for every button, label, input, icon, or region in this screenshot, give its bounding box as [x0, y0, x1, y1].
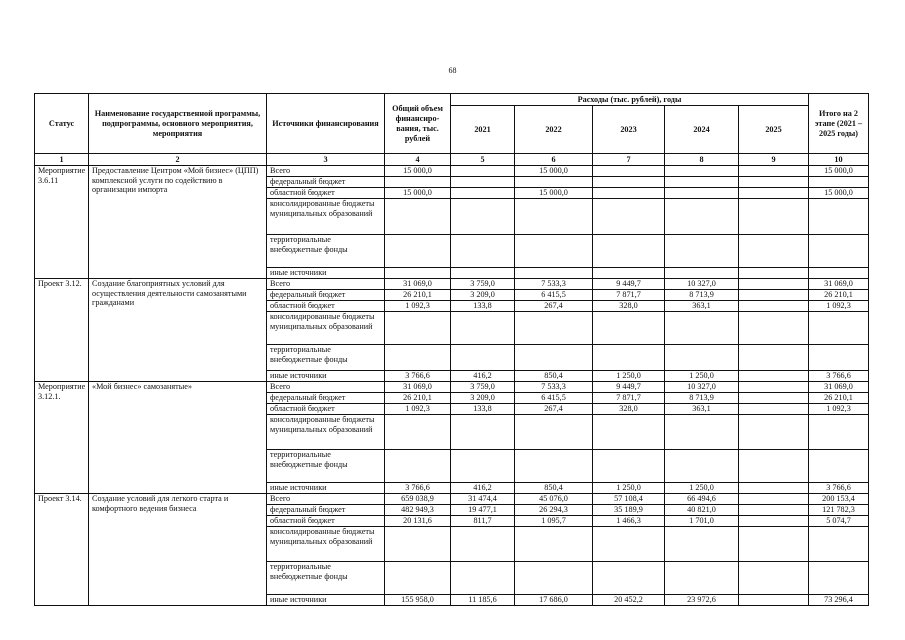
column-number: 5 — [451, 154, 515, 166]
value-cell: 15 000,0 — [515, 188, 593, 199]
row-name: «Мой бизнес» самозанятые» — [89, 382, 267, 494]
value-cell — [809, 527, 869, 562]
value-cell — [593, 415, 665, 450]
value-cell: 133,8 — [451, 301, 515, 312]
value-cell: 31 069,0 — [385, 382, 451, 393]
row-status: Мероприятие 3.12.1. — [35, 382, 89, 494]
value-cell — [451, 312, 515, 345]
value-cell — [665, 450, 739, 483]
row-status: Проект 3.14. — [35, 494, 89, 606]
source-label: территориальные внебюджетные фонды — [267, 235, 385, 268]
value-cell: 6 415,5 — [515, 290, 593, 301]
value-cell — [593, 527, 665, 562]
value-cell — [665, 235, 739, 268]
value-cell — [665, 345, 739, 371]
row-status: Мероприятие 3.6.11 — [35, 166, 89, 279]
value-cell — [593, 562, 665, 595]
value-cell: 31 069,0 — [385, 279, 451, 290]
value-cell: 73 296,4 — [809, 595, 869, 606]
header-year: 2024 — [665, 106, 739, 154]
value-cell: 1 250,0 — [665, 371, 739, 382]
value-cell — [515, 312, 593, 345]
source-label: областной бюджет — [267, 404, 385, 415]
value-cell — [515, 235, 593, 268]
value-cell: 3 766,6 — [385, 483, 451, 494]
value-cell — [739, 494, 809, 505]
value-cell — [593, 268, 665, 279]
column-number: 7 — [593, 154, 665, 166]
value-cell — [593, 450, 665, 483]
value-cell: 66 494,6 — [665, 494, 739, 505]
header-name: Наименование государственной программы, подпрограммы, основного мероприятия, мероприятия — [89, 94, 267, 154]
value-cell: 9 449,7 — [593, 382, 665, 393]
value-cell: 3 766,6 — [809, 483, 869, 494]
value-cell: 850,4 — [515, 371, 593, 382]
source-label: федеральный бюджет — [267, 505, 385, 516]
value-cell — [739, 516, 809, 527]
value-cell: 850,4 — [515, 483, 593, 494]
value-cell — [451, 166, 515, 177]
column-number: 1 — [35, 154, 89, 166]
value-cell — [665, 268, 739, 279]
value-cell: 1 092,3 — [385, 301, 451, 312]
value-cell — [515, 177, 593, 188]
value-cell — [385, 177, 451, 188]
source-label: территориальные внебюджетные фонды — [267, 450, 385, 483]
value-cell — [451, 177, 515, 188]
source-label: консолидированные бюджеты муниципальных образований — [267, 415, 385, 450]
value-cell: 6 415,5 — [515, 393, 593, 404]
value-cell — [451, 345, 515, 371]
header-year: 2023 — [593, 106, 665, 154]
value-cell: 10 327,0 — [665, 279, 739, 290]
value-cell — [809, 345, 869, 371]
value-cell: 8 713,9 — [665, 393, 739, 404]
value-cell: 3 766,6 — [385, 371, 451, 382]
value-cell — [385, 415, 451, 450]
value-cell — [739, 235, 809, 268]
source-label: областной бюджет — [267, 516, 385, 527]
table-row — [35, 279, 869, 290]
value-cell — [385, 527, 451, 562]
header-year: 2022 — [515, 106, 593, 154]
column-number: 9 — [739, 154, 809, 166]
value-cell: 26 210,1 — [809, 290, 869, 301]
value-cell: 11 185,6 — [451, 595, 515, 606]
value-cell — [451, 188, 515, 199]
value-cell: 1 092,3 — [809, 404, 869, 415]
column-number: 4 — [385, 154, 451, 166]
value-cell: 20 131,6 — [385, 516, 451, 527]
value-cell: 133,8 — [451, 404, 515, 415]
value-cell: 659 038,9 — [385, 494, 451, 505]
value-cell — [665, 177, 739, 188]
value-cell: 267,4 — [515, 301, 593, 312]
value-cell — [385, 268, 451, 279]
value-cell — [385, 199, 451, 235]
value-cell — [739, 527, 809, 562]
value-cell: 3 209,0 — [451, 393, 515, 404]
value-cell — [809, 199, 869, 235]
value-cell — [665, 312, 739, 345]
header-status: Статус — [35, 94, 89, 154]
column-number: 8 — [665, 154, 739, 166]
value-cell: 7 871,7 — [593, 290, 665, 301]
value-cell — [515, 415, 593, 450]
value-cell: 363,1 — [665, 301, 739, 312]
value-cell: 26 210,1 — [809, 393, 869, 404]
value-cell — [809, 177, 869, 188]
value-cell — [739, 595, 809, 606]
column-number-row — [35, 154, 869, 166]
header-stage-total: Итого на 2 этапе (2021 – 2025 годы) — [809, 94, 869, 154]
value-cell — [739, 188, 809, 199]
value-cell: 328,0 — [593, 404, 665, 415]
value-cell: 1 095,7 — [515, 516, 593, 527]
value-cell — [665, 527, 739, 562]
value-cell: 1 092,3 — [809, 301, 869, 312]
value-cell — [385, 450, 451, 483]
value-cell — [515, 527, 593, 562]
value-cell — [593, 312, 665, 345]
value-cell — [739, 415, 809, 450]
value-cell: 15 000,0 — [385, 166, 451, 177]
value-cell: 155 958,0 — [385, 595, 451, 606]
value-cell — [451, 268, 515, 279]
value-cell: 35 189,9 — [593, 505, 665, 516]
value-cell: 57 108,4 — [593, 494, 665, 505]
value-cell — [665, 562, 739, 595]
header-year: 2021 — [451, 106, 515, 154]
value-cell — [451, 527, 515, 562]
column-number: 6 — [515, 154, 593, 166]
value-cell — [739, 382, 809, 393]
source-label: Всего — [267, 382, 385, 393]
value-cell: 3 766,6 — [809, 371, 869, 382]
value-cell — [739, 301, 809, 312]
source-label: территориальные внебюджетные фонды — [267, 562, 385, 595]
value-cell — [451, 235, 515, 268]
value-cell — [809, 562, 869, 595]
value-cell: 1 250,0 — [593, 371, 665, 382]
table-row — [35, 382, 869, 393]
value-cell: 3 759,0 — [451, 279, 515, 290]
value-cell — [739, 177, 809, 188]
value-cell — [451, 562, 515, 595]
source-label: Всего — [267, 166, 385, 177]
value-cell: 10 327,0 — [665, 382, 739, 393]
value-cell — [665, 199, 739, 235]
value-cell — [809, 235, 869, 268]
value-cell: 7 533,3 — [515, 382, 593, 393]
source-label: федеральный бюджет — [267, 393, 385, 404]
value-cell — [739, 404, 809, 415]
value-cell: 1 250,0 — [665, 483, 739, 494]
value-cell: 328,0 — [593, 301, 665, 312]
value-cell: 1 092,3 — [385, 404, 451, 415]
value-cell — [739, 450, 809, 483]
table-header — [35, 94, 869, 166]
value-cell: 26 210,1 — [385, 393, 451, 404]
value-cell: 31 069,0 — [809, 382, 869, 393]
value-cell: 363,1 — [665, 404, 739, 415]
value-cell: 416,2 — [451, 483, 515, 494]
value-cell — [451, 199, 515, 235]
value-cell: 17 686,0 — [515, 595, 593, 606]
value-cell: 20 452,2 — [593, 595, 665, 606]
value-cell — [809, 415, 869, 450]
value-cell: 416,2 — [451, 371, 515, 382]
value-cell: 26 294,3 — [515, 505, 593, 516]
row-name: Создание благоприятных условий для осуществления деятельности самозанятыми гражданами — [89, 279, 267, 382]
value-cell: 7 533,3 — [515, 279, 593, 290]
value-cell: 23 972,6 — [665, 595, 739, 606]
value-cell — [515, 199, 593, 235]
source-label: областной бюджет — [267, 188, 385, 199]
header-year: 2025 — [739, 106, 809, 154]
value-cell — [739, 505, 809, 516]
value-cell: 5 074,7 — [809, 516, 869, 527]
source-label: областной бюджет — [267, 301, 385, 312]
value-cell: 121 782,3 — [809, 505, 869, 516]
value-cell — [593, 177, 665, 188]
value-cell — [739, 279, 809, 290]
source-label: иные источники — [267, 483, 385, 494]
value-cell — [515, 345, 593, 371]
value-cell — [739, 166, 809, 177]
row-name: Создание условий для легкого старта и комфортного ведения бизнеса — [89, 494, 267, 606]
column-number: 10 — [809, 154, 869, 166]
value-cell — [665, 188, 739, 199]
column-number: 3 — [267, 154, 385, 166]
value-cell — [385, 345, 451, 371]
value-cell: 1 701,0 — [665, 516, 739, 527]
source-label: иные источники — [267, 595, 385, 606]
value-cell: 15 000,0 — [809, 166, 869, 177]
value-cell — [809, 450, 869, 483]
value-cell — [593, 188, 665, 199]
row-status: Проект 3.12. — [35, 279, 89, 382]
value-cell: 811,7 — [451, 516, 515, 527]
value-cell — [451, 450, 515, 483]
value-cell — [739, 562, 809, 595]
source-label: иные источники — [267, 268, 385, 279]
table-body — [35, 166, 869, 606]
value-cell: 267,4 — [515, 404, 593, 415]
value-cell — [739, 268, 809, 279]
value-cell: 45 076,0 — [515, 494, 593, 505]
value-cell: 7 871,7 — [593, 393, 665, 404]
value-cell — [739, 345, 809, 371]
source-label: федеральный бюджет — [267, 290, 385, 301]
header-expenses: Расходы (тыс. рублей), годы — [451, 94, 809, 106]
value-cell — [385, 235, 451, 268]
value-cell — [515, 562, 593, 595]
row-name: Предоставление Центром «Мой бизнес» (ЦПП) комплексной услуги по содействию в организации импорта — [89, 166, 267, 279]
value-cell — [593, 345, 665, 371]
source-label: консолидированные бюджеты муниципальных образований — [267, 312, 385, 345]
source-label: Всего — [267, 279, 385, 290]
value-cell — [593, 199, 665, 235]
value-cell — [515, 268, 593, 279]
value-cell: 200 153,4 — [809, 494, 869, 505]
value-cell: 26 210,1 — [385, 290, 451, 301]
source-label: консолидированные бюджеты муниципальных образований — [267, 527, 385, 562]
value-cell — [665, 166, 739, 177]
value-cell: 8 713,9 — [665, 290, 739, 301]
value-cell — [385, 562, 451, 595]
value-cell: 482 949,3 — [385, 505, 451, 516]
value-cell: 15 000,0 — [385, 188, 451, 199]
value-cell — [739, 312, 809, 345]
value-cell — [385, 312, 451, 345]
value-cell: 1 466,3 — [593, 516, 665, 527]
column-number: 2 — [89, 154, 267, 166]
budget-table — [34, 93, 869, 606]
source-label: Всего — [267, 494, 385, 505]
value-cell — [809, 268, 869, 279]
value-cell: 3 209,0 — [451, 290, 515, 301]
value-cell — [515, 450, 593, 483]
value-cell — [593, 235, 665, 268]
value-cell: 19 477,1 — [451, 505, 515, 516]
header-total: Общий объем финансиро-вания, тыс. рублей — [385, 94, 451, 154]
value-cell — [665, 415, 739, 450]
value-cell: 40 821,0 — [665, 505, 739, 516]
source-label: иные источники — [267, 371, 385, 382]
value-cell — [739, 290, 809, 301]
value-cell: 9 449,7 — [593, 279, 665, 290]
table-row — [35, 166, 869, 177]
header-sources: Источники финансирования — [267, 94, 385, 154]
value-cell: 15 000,0 — [809, 188, 869, 199]
value-cell — [593, 166, 665, 177]
source-label: территориальные внебюджетные фонды — [267, 345, 385, 371]
value-cell — [739, 483, 809, 494]
value-cell: 3 759,0 — [451, 382, 515, 393]
value-cell — [451, 415, 515, 450]
value-cell: 31 069,0 — [809, 279, 869, 290]
value-cell: 15 000,0 — [515, 166, 593, 177]
value-cell — [739, 371, 809, 382]
value-cell: 31 474,4 — [451, 494, 515, 505]
value-cell — [809, 312, 869, 345]
source-label: консолидированные бюджеты муниципальных образований — [267, 199, 385, 235]
page-number: 68 — [448, 66, 457, 75]
table-row — [35, 494, 869, 505]
value-cell: 1 250,0 — [593, 483, 665, 494]
value-cell — [739, 199, 809, 235]
value-cell — [739, 393, 809, 404]
source-label: федеральный бюджет — [267, 177, 385, 188]
